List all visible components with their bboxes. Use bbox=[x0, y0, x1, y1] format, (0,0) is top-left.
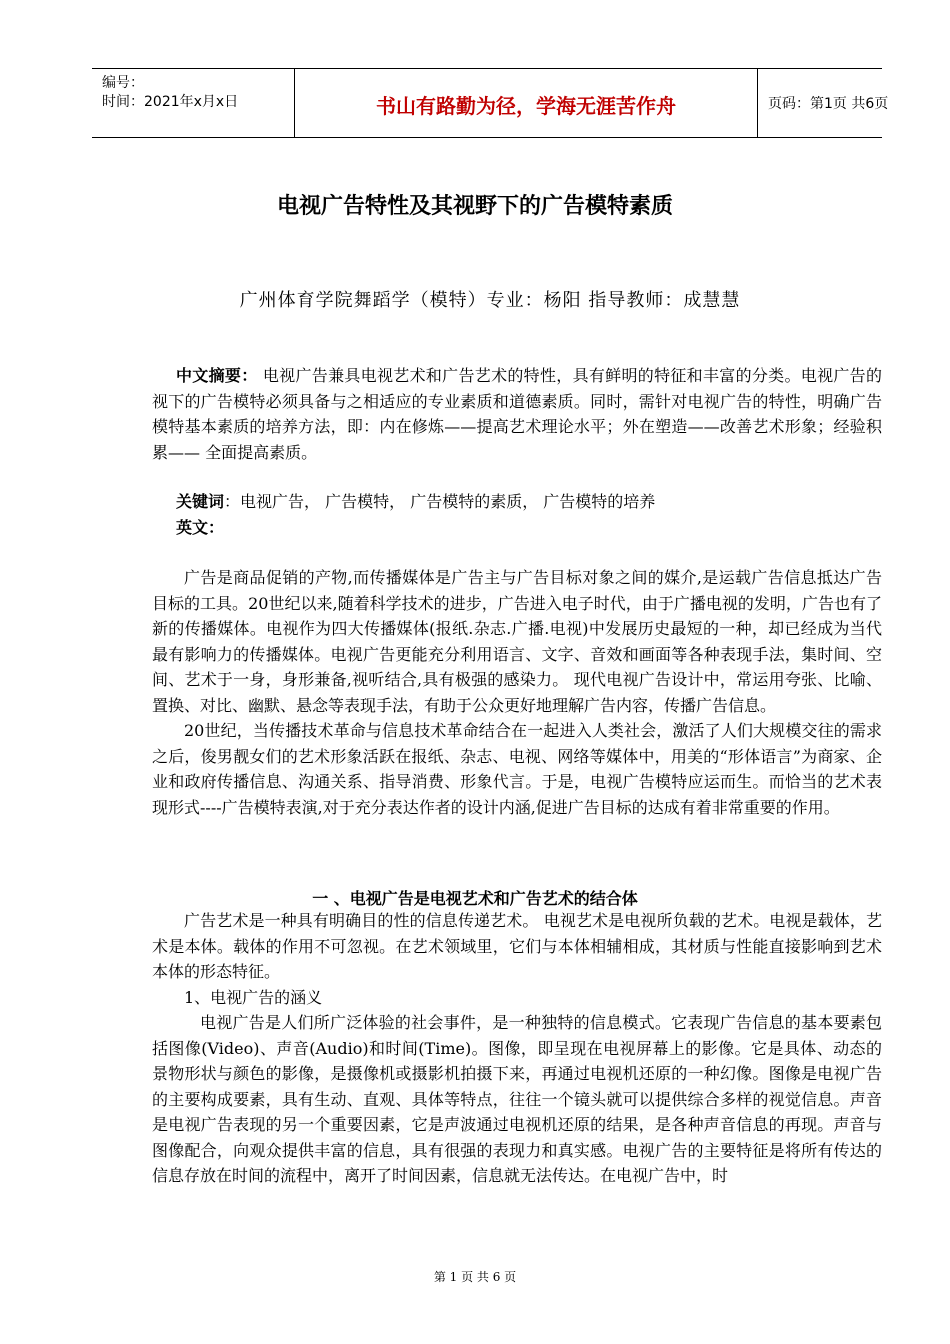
subsection-paragraph: 电视广告是人们所广泛体验的社会事件，是一种独特的信息模式。它表现广告信息的基本要素包括图像(Video)、声音(Audio)和时间(Time)。图像，即呈现在电视屏幕上的影像。它是具体、动态的景物形状与颜色的影像，是摄像机或摄影机拍摄下来，再通过电视机还原的一种幻像。图像是电视广告的主要构成要素，具有生动、直观、具体等特点，往往一个镜头就可以提供综合多样的视觉信息。声音是电视广告表现的另一个重要因素，它是声波通过电视机还原的结果，是各种声音信息的再现。声音与图像配合，向观众提供丰富的信息，具有很强的表现力和真实感。电视广告的主要特征是将所有传达的信息存放在时间的流程中，离开了时间因素，信息就无法传达。在电视广告中，时 bbox=[152, 1013, 882, 1185]
english-abstract-label: 英文： bbox=[176, 517, 225, 537]
keywords-section bbox=[152, 489, 882, 540]
header-page-info: 页码：第1页 共6页 bbox=[768, 96, 889, 112]
section-heading: 一 、电视广告是电视艺术和广告艺术的结合体 bbox=[312, 889, 638, 908]
abstract-label: 中文摘要： bbox=[176, 366, 258, 385]
author-line: 广州体育学院舞蹈学（模特）专业：杨阳 指导教师：成慧慧 bbox=[239, 290, 741, 311]
document-number-label: 编号： bbox=[102, 75, 144, 91]
header-meta-cell bbox=[92, 69, 294, 137]
section-paragraph: 广告艺术是一种具有明确目的性的信息传递艺术。 电视艺术是电视所负载的艺术。电视是载体，艺术是本体。载体的作用不可忽视。在艺术领域里，它们与本体相辅相成，其材质与性能直接影响到艺术本体的形态特征。 bbox=[152, 911, 882, 981]
subsection-heading: 1、电视广告的涵义 bbox=[184, 987, 323, 1007]
intro-body bbox=[152, 565, 882, 820]
abstract-section bbox=[152, 363, 882, 465]
section-body bbox=[152, 908, 882, 1189]
document-title: 电视广告特性及其视野下的广告模特素质 bbox=[276, 194, 673, 219]
keywords-text: ：电视广告， 广告模特， 广告模特的素质， 广告模特的培养 bbox=[224, 492, 656, 511]
header-motto-cell bbox=[294, 69, 758, 137]
page-header bbox=[92, 68, 889, 138]
body-paragraph: 广告是商品促销的产物,而传播媒体是广告主与广告目标对象之间的媒介,是运载广告信息抵达广告目标的工具。20世纪以来,随着科学技术的进步，广告进入电子时代，由于广播电视的发明，广告也有了新的传播媒体。电视作为四大传播媒体(报纸.杂志.广播.电视)中发展历史最短的一种，却已经成为当代最有影响力的传播媒体。电视广告更能充分利用语言、文字、音效和画面等各种表现手法，集时间、空间、艺术于一身，身形兼备,视听结合,具有极强的感染力。 现代电视广告设计中，常运用夸张、比喻、置换、对比、幽默、悬念等表现手法，有助于公众更好地理解广告内容，传播广告信息。 bbox=[152, 568, 882, 715]
keywords-label: 关键词 bbox=[176, 492, 225, 511]
page-footer: 第 1 页 共 6 页 bbox=[433, 1270, 517, 1284]
body-paragraph: 20世纪，当传播技术革命与信息技术革命结合在一起进入人类社会，激活了人们大规模交往的需求之后，俊男靓女们的艺术形象活跃在报纸、杂志、电视、网络等媒体中，用美的“形体语言”为商家、企业和政府传播信息、沟通关系、指导消费、形象代言。于是，电视广告模特应运而生。而恰当的艺术表现形式----广告模特表演,对于充分表达作者的设计内涵,促进广告目标的达成有着非常重要的作用。 bbox=[152, 721, 882, 817]
document-time-label: 时间：2021年x月x日 bbox=[102, 94, 239, 110]
abstract-text: 电视广告兼具电视艺术和广告艺术的特性，具有鲜明的特征和丰富的分类。电视广告的视下的广告模特必须具备与之相适应的专业素质和道德素质。同时，需针对电视广告的特性，明确广告模特基本素质的培养方法，即：内在修炼——提高艺术理论水平；外在塑造——改善艺术形象；经验积累—— 全面提高素质。 bbox=[152, 366, 882, 462]
header-motto: 书山有路勤为径，学海无涯苦作舟 bbox=[376, 94, 676, 118]
header-page-cell bbox=[758, 69, 889, 137]
